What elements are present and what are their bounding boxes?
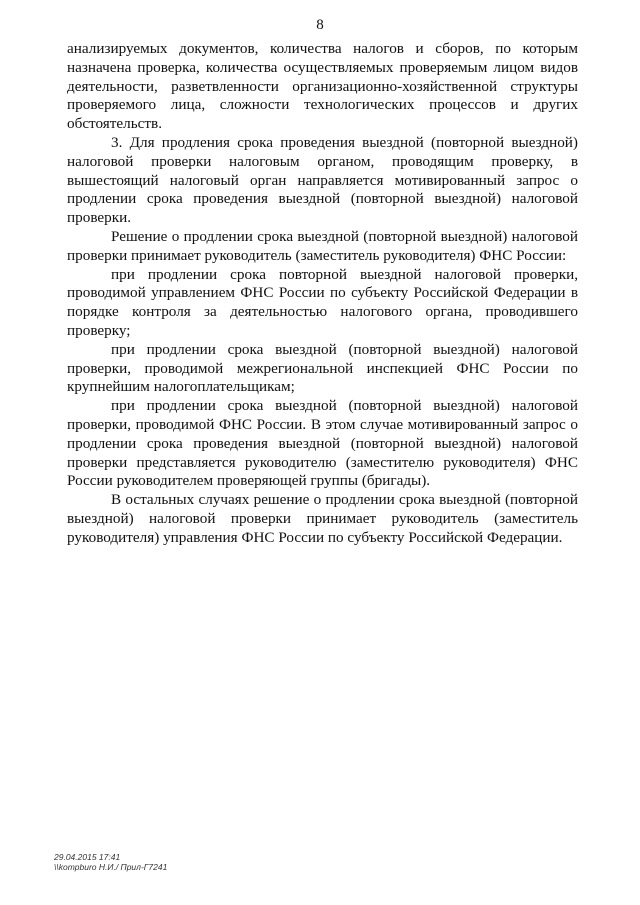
paragraph-continuation: анализируемых документов, количества налогов и сборов, по которым назначена проверка, количества осуществляемых проверяемым лицом видов деятельности, разветвленности организационно-хозяйственной структуры проверяемого лица, сложности технологических процессов и других обстоятельств. (67, 40, 578, 133)
paragraph-case-repeat-audit: при продлении срока повторной выездной налоговой проверки, проводимой управлением ФНС России по субъекту Российской Федерации в порядке контроля за деятельностью налогового органа, проводившего проверку; (67, 265, 578, 339)
paragraph-clause-3: 3. Для продления срока проведения выездной (повторной выездной) налоговой проверки налоговым органом, проводящим проверку, в вышестоящий налоговый орган направляется мотивированный запрос о продлении срока проведения выездной (повторной выездной) налоговой проверки. (67, 133, 578, 227)
footer-file-path: \\kompburo Н.И./ Прил-Г7241 (54, 862, 168, 872)
document-footer (54, 852, 167, 872)
page-number: 8 (316, 17, 324, 33)
paragraph-case-fns: при продлении срока выездной (повторной выездной) налоговой проверки, проводимой ФНС России. В этом случае мотивированный запрос о продлении срока проведения выездной (повторной выездной) налоговой проверки представляется руководителю (заместителю руководителя) ФНС России руководителем проверяющей группы (бригады). (67, 397, 578, 490)
paragraph-decision: Решение о продлении срока выездной (повторной выездной) налоговой проверки принимает руководитель (заместитель руководителя) ФНС России: (67, 227, 578, 264)
paragraph-other-cases: В остальных случаях решение о продлении срока выездной (повторной выездной) налоговой проверки принимает руководитель (заместитель руководителя) управления ФНС России по субъекту Российской Федерации. (67, 491, 578, 546)
footer-timestamp: 29.04.2015 17:41 (54, 852, 121, 862)
paragraph-case-interregional: при продлении срока выездной (повторной выездной) налоговой проверки, проводимой межрегиональной инспекцией ФНС России по крупнейшим налогоплательщикам; (67, 340, 578, 396)
document-body (67, 40, 578, 548)
